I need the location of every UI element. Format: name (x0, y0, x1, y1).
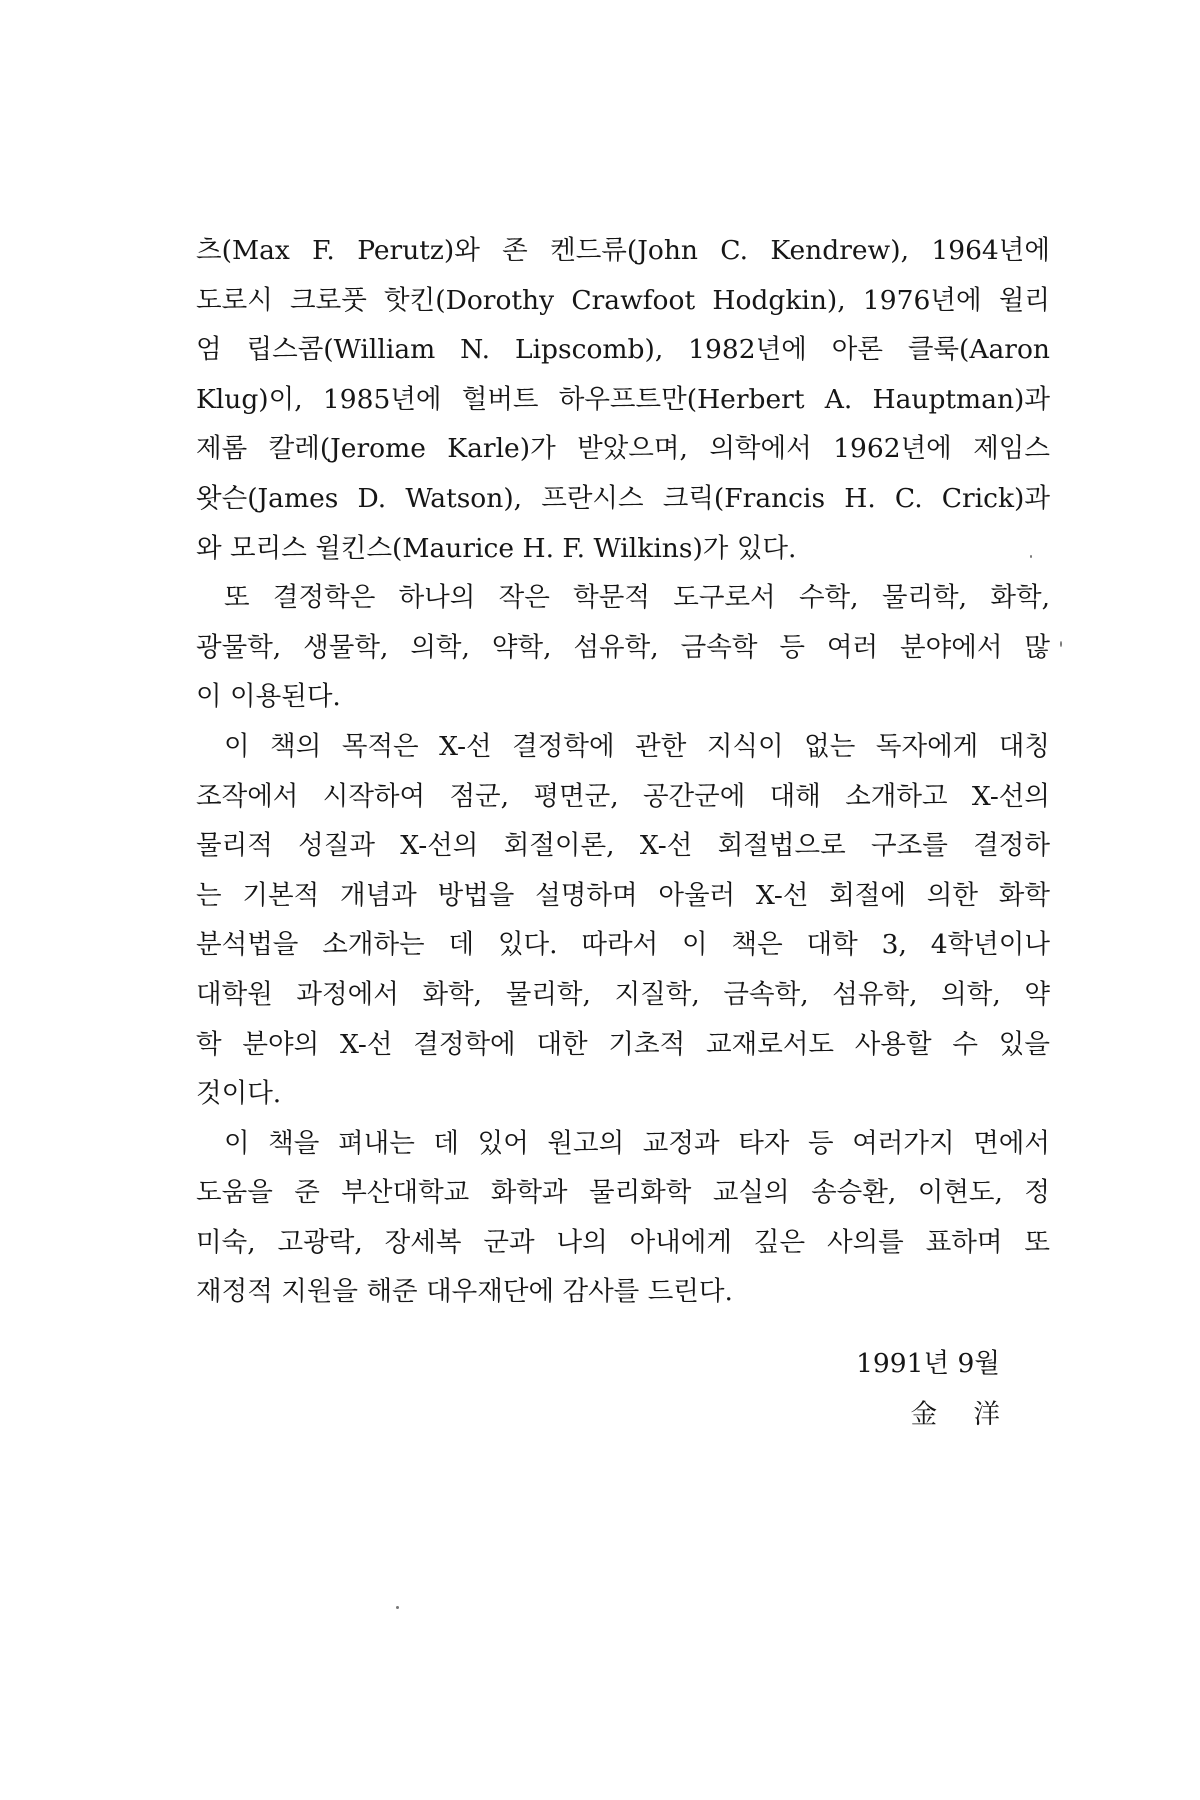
text-line: 대학원 과정에서 화학, 물리학, 지질학, 금속학, 섬유학, 의학, 약 (196, 978, 1050, 1010)
text-line: 분석법을 소개하는 데 있다. 따라서 이 책은 대학 3, 4학년이나 (196, 929, 1050, 961)
text-line: 또 결정학은 하나의 작은 학문적 도구로서 수학, 물리학, 화학, (224, 582, 1050, 614)
text-line: 재정적 지원을 해준 대우재단에 감사를 드린다. (196, 1276, 733, 1308)
text-line: 츠(Max F. Perutz)와 존 켄드류(John C. Kendrew), 1964년에 (196, 235, 1050, 266)
text-line: 이 책의 목적은 X-선 결정학에 관한 지식이 없는 독자에게 대칭 (224, 730, 1050, 762)
preface-body (196, 226, 1050, 1317)
text-line: 학 분야의 X-선 결정학에 대한 기초적 교재로서도 사용할 수 있을 (196, 1028, 1050, 1060)
text-line: 도움을 준 부산대학교 화학과 물리화학 교실의 송승환, 이현도, 정 (196, 1177, 1050, 1209)
text-line: 도로시 크로풋 핫킨(Dorothy Crawfoot Hodgkin), 1976년에 윌리 (196, 284, 1050, 316)
text-line: 광물학, 생물학, 의학, 약학, 섬유학, 금속학 등 여러 분야에서 많 (196, 631, 1050, 663)
text-line: 이 이용된다. (196, 681, 341, 713)
scan-speck (1060, 641, 1062, 647)
text-line: 제롬 칼레(Jerome Karle)가 받았으며, 의학에서 1962년에 제임스 (196, 433, 1050, 465)
text-line: 는 기본적 개념과 방법을 설명하며 아울러 X-선 회절에 의한 화학 (196, 879, 1050, 911)
text-line: Klug)이, 1985년에 헐버트 하우프트만(Herbert A. Hauptman)과 (196, 383, 1050, 415)
text-line: 조작에서 시작하여 점군, 평면군, 공간군에 대해 소개하고 X-선의 (196, 780, 1050, 812)
text-line: 미숙, 고광락, 장세복 군과 나의 아내에게 깊은 사의를 표하며 또 (196, 1226, 1050, 1258)
text-line: 물리적 성질과 X-선의 회절이론, X-선 회절법으로 구조를 결정하 (196, 830, 1050, 862)
scan-speck (1030, 555, 1032, 558)
signature-block (856, 1338, 1014, 1440)
text-line: 것이다. (196, 1078, 282, 1110)
text-line: 와 모리스 윌킨스(Maurice H. F. Wilkins)가 있다. (196, 532, 797, 564)
signature-date: 1991년 9월 (856, 1348, 1000, 1379)
scan-speck (396, 1606, 399, 1609)
text-line: 왓슨(James D. Watson), 프란시스 크릭(Francis H. C. Crick)과 (196, 482, 1050, 514)
signature-author: 金 洋 (910, 1399, 1014, 1430)
text-line: 엄 립스콤(William N. Lipscomb), 1982년에 아론 클룩(Aaron (196, 334, 1050, 366)
text-line: 이 책을 펴내는 데 있어 원고의 교정과 타자 등 여러가지 면에서 (224, 1127, 1050, 1159)
